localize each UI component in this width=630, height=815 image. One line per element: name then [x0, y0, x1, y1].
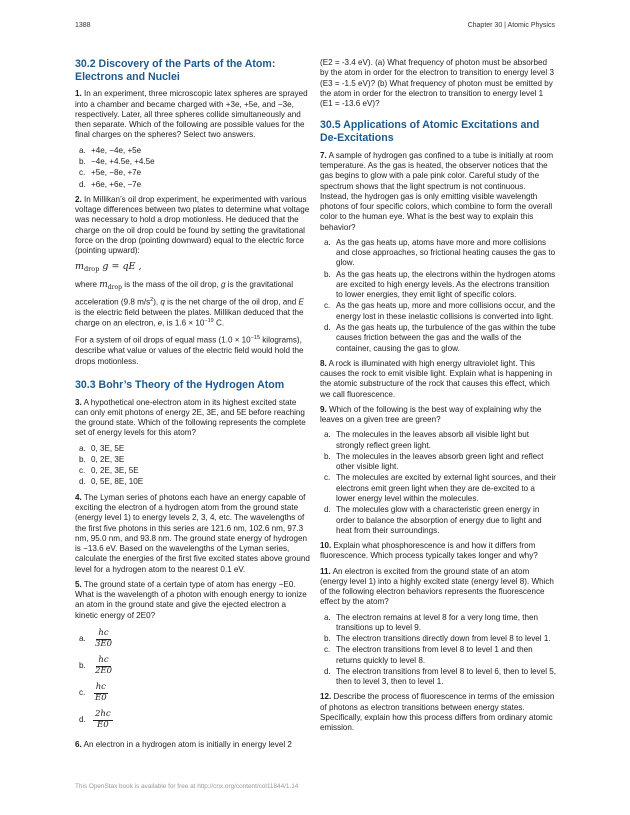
question-5 [75, 580, 311, 621]
fraction [93, 683, 109, 703]
question-1 [75, 89, 311, 140]
section-heading-30-3: 30.3 Bohr’s Theory of the Hydrogen Atom [75, 378, 285, 391]
option [75, 180, 311, 190]
option-letter: a. [79, 145, 86, 155]
option-text: The electron transitions directly down from level 8 to level 1. [336, 634, 551, 644]
option [320, 505, 556, 536]
option [320, 634, 556, 644]
question-text: Describe the process of fluorescence in terms of the emission of photons as electron transitions between energy states. Specifically, explain how this process differs from ordinary atomic emission. [320, 692, 555, 733]
option [75, 444, 311, 454]
numerator: hc [95, 682, 106, 693]
option [75, 626, 311, 653]
option [75, 157, 311, 167]
text: ), [153, 297, 161, 307]
question-3 [75, 398, 311, 439]
question-text: Explain what phosphorescence is and how it differs from fluorescence. Which process typically takes longer and why? [320, 541, 538, 561]
mass-subscript: drop [107, 283, 123, 291]
e-field-symbol: E [298, 297, 304, 307]
option [320, 238, 556, 269]
option-text: 0, 2E, 3E [91, 454, 125, 464]
option-letter: d. [324, 666, 331, 676]
question-number: 5. [75, 579, 82, 589]
text: is the electric field between the plates. Millikan deduced that the charge on an electron, [75, 308, 304, 329]
option-text: 0, 3E, 5E [91, 443, 125, 453]
question-text: An electron is excited from the ground state of an atom (energy level 1) into a highly excited state (energy level 8). Which of the following electron behaviors represents the fluorescence effect by the atom? [320, 566, 554, 607]
question-text: A sample of hydrogen gas confined to a tube is initially at room temperature. As the gas is heated, the observer notices that the gas begins to glow with a pale pink color. Careful study of the spectrum shows that the light spectrum is not continuous. Instead, the hydrogen gas is only emitting visible wavelength photons of four specific colors, which combine to form the overall color to the human eye. What is the best way to explain this behavior? [320, 150, 554, 232]
question-text: A rock is illuminated with high energy ultraviolet light. This causes the rock to emit visible light. Explain what is happening in the atomic substructure of the rock that causes this effect, which we call fluorescence. [320, 358, 553, 399]
where-text: where [75, 279, 98, 289]
option-text: The electron remains at level 8 for a very long time, then transitions up to level 9. [336, 612, 538, 632]
option-text: −4e, +4.5e, +4.5e [91, 157, 155, 166]
eq-subscript: drop [84, 265, 100, 274]
chapter-title: Chapter 30 | Atomic Physics [467, 22, 555, 29]
option-letter: a. [79, 634, 86, 644]
left-column [75, 58, 311, 755]
numerator: 2hc [95, 709, 111, 720]
option-text: +5e, −8e, +7e [91, 168, 142, 178]
question-number: 9. [320, 404, 327, 414]
option [320, 613, 556, 634]
option [75, 466, 311, 476]
option-text: 0, 2E, 3E, 5E [91, 466, 139, 476]
question-1-options [75, 146, 311, 190]
question-number: 2. [75, 194, 82, 204]
option-letter: b. [79, 661, 86, 671]
question-9 [320, 405, 556, 426]
denominator: E0 [97, 719, 109, 730]
question-number: 1. [75, 89, 82, 99]
option-letter: d. [79, 715, 86, 725]
exponent: −15 [250, 335, 261, 342]
option-letter: d. [79, 477, 86, 487]
option-letter: d. [79, 179, 86, 189]
option-letter: a. [324, 237, 331, 247]
option-text: 0, 5E, 8E, 10E [91, 477, 144, 487]
option-letter: b. [324, 269, 331, 279]
where-text: is the gravitational [227, 279, 294, 289]
denominator: E0 [95, 692, 107, 703]
text: acceleration (9.8 m/s [75, 297, 151, 307]
followup-text [75, 335, 311, 366]
question-text: In an experiment, three microscopic latex spheres are sprayed into a chamber and became charged with +3e, +5e, and −3e, respectively. Later, all three spheres collide simultaneously and then separate. Which of the following are possible values for the final charges on the spheres? Select two answers. [75, 89, 308, 140]
question-3-options [75, 444, 311, 488]
option [320, 430, 556, 451]
option-letter: c. [79, 466, 86, 476]
question-number: 12. [320, 692, 332, 702]
question-number: 4. [75, 492, 82, 502]
where-clause [75, 280, 311, 292]
option-letter: c. [324, 301, 331, 311]
option-letter: a. [324, 430, 331, 440]
question-text: In Millikan’s oil drop experiment, he experimented with various voltage differences between two plates to determine what voltage was necessary to hold a drop motionless. He deduced that the charge on the oil drop could be found by setting the gravitational force on the drop (pointing downward) equal to the electric force (pointing upward): [75, 194, 310, 256]
eq-mass: m [75, 261, 85, 273]
option [320, 473, 556, 504]
option [75, 707, 311, 734]
question-text: An electron in a hydrogen atom is initially in energy level 2 [83, 739, 292, 749]
question-text: (E2 = -3.4 eV). (a) What frequency of photon must be absorbed by the atom in order for the electron to transition to energy level 3 (E3 = -1.5 eV)? (b) What frequency of photon must be emitted by the atom in order for the electron to transition to energy level 1 (E1 = -13.6 eV)? [320, 58, 554, 109]
question-text: A hypothetical one-electron atom in its highest excited state can only emit photons of energy 2E, 3E, and 5E before reaching the ground state. Which of the following represents the complete set of energy levels for this atom? [75, 397, 306, 438]
question-number: 10. [320, 541, 332, 551]
question-5-options [75, 626, 311, 734]
option-letter: d. [324, 505, 331, 515]
question-text: Which of the following is the best way of explaining why the leaves on a given tree are green? [320, 404, 542, 425]
option-text: The molecules glow with a characteristic green energy in order to balance the absorption of energy due to light and heat from their surroundings. [336, 505, 542, 535]
option-letter: b. [324, 634, 331, 644]
option-letter: c. [79, 168, 86, 178]
denominator: 2E0 [95, 665, 113, 676]
option-text: +4e, −4e, +5e [91, 145, 142, 155]
text: , is 1.6 × 10 [162, 319, 205, 329]
question-number: 7. [320, 150, 327, 160]
option [75, 146, 311, 156]
numerator: hc [98, 628, 109, 639]
option-text: As the gas heats up, the electrons within the hydrogen atoms are excited to high energy levels. As the electrons transition to lower energies, they emit light of specific colors. [336, 269, 556, 300]
question-10 [320, 541, 556, 562]
question-11 [320, 567, 556, 608]
question-12 [320, 692, 556, 733]
exponent: −19 [204, 318, 214, 325]
option-letter: a. [324, 612, 331, 622]
option [320, 301, 556, 322]
page-number: 1388 [75, 22, 91, 29]
e-symbol: e [157, 319, 163, 329]
option [320, 452, 556, 473]
question-6-continued [320, 58, 556, 109]
option-text: The molecules in the leaves absorb all visible light but strongly reflect green light. [336, 430, 530, 450]
option-letter: d. [324, 322, 331, 332]
question-7-options [320, 238, 556, 354]
option [320, 270, 556, 301]
acceleration-text [75, 297, 311, 329]
mass-letter: m [99, 279, 108, 290]
question-number: 3. [75, 397, 82, 407]
option-letter: b. [79, 157, 86, 166]
option-letter: c. [79, 688, 86, 698]
option [320, 645, 556, 666]
question-number: 11. [320, 566, 331, 576]
question-9-options [320, 430, 556, 536]
option-text: As the gas heats up, the turbulence of the gas within the tube causes friction between the gas and the walls of the container, causing the gas to glow. [336, 322, 556, 353]
option-letter: c. [324, 473, 331, 483]
option-letter: b. [79, 454, 86, 464]
text: is the net charge of the oil drop, and [164, 297, 299, 307]
option-letter: a. [79, 443, 86, 453]
option [75, 680, 311, 707]
superscript: 2 [150, 297, 154, 304]
option [75, 455, 311, 465]
option-text: The molecules in the leaves absorb green light and reflect other visible light. [336, 451, 544, 472]
question-text: The Lyman series of photons each have an energy capable of exciting the electron of a hydrogen atom from the ground state (energy level 1) to energy levels 2, 3, 4, etc. The wavelengths of the first five photons in this series are 121.6 nm, 102.6 nm, 97.3 nm, 95.0 nm, and 93.8 nm. The ground state energy of hydrogen is −13.6 eV. Based on the wavelengths of the Lyman series, calculate the energies of the first five excited states above ground level for a hydrogen atom to the nearest 0.1 eV. [75, 492, 310, 574]
option [320, 667, 556, 688]
mass-symbol [99, 280, 122, 290]
option [75, 653, 311, 680]
fraction [93, 710, 113, 730]
g-symbol: g [221, 279, 226, 289]
question-11-options [320, 613, 556, 688]
question-4 [75, 493, 311, 575]
text: kilograms), describe what value or values of the electric field would hold the drops motionless. [75, 336, 304, 366]
option [75, 477, 311, 487]
question-number: 8. [320, 358, 327, 368]
option-text: As the gas heats up, more and more collisions occur, and the energy lost in these inelastic collisions is converted into light. [336, 301, 556, 321]
right-column [320, 58, 556, 739]
option-letter: c. [324, 645, 331, 655]
q-symbol: q [160, 297, 165, 307]
question-8 [320, 359, 556, 400]
millikan-equation [75, 261, 311, 273]
option-text: The electron transitions from level 8 to level 1 and then returns quickly to level 8. [336, 645, 533, 665]
fraction [93, 656, 114, 676]
option-text: +6e, +6e, −7e [91, 179, 142, 189]
option-text: As the gas heats up, atoms have more and more collisions and close approaches, so frictional heating causes the gas to glow. [336, 237, 556, 268]
numerator: hc [98, 655, 109, 666]
denominator: 3E0 [95, 638, 113, 649]
question-text: The ground state of a certain type of atom has energy −E0. What is the wavelength of a photon with enough energy to ionize an atom in the ground state and give the ejected electron a kinetic energy of 2E0? [75, 579, 307, 620]
option-text: The molecules are excited by external light sources, and their electrons emit green light when they are de-excited to a lower energy level within the molecules. [336, 473, 556, 503]
option [320, 323, 556, 354]
option-letter: b. [324, 451, 331, 461]
question-2 [75, 195, 311, 257]
question-number: 6. [75, 739, 82, 749]
fraction [93, 629, 114, 649]
option-text: The electron transitions from level 8 to level 6, then to level 5, then to level 3, then to level 1. [336, 666, 556, 687]
eq-rest: g = qE , [102, 261, 142, 273]
text: For a system of oil drops of equal mass (1.0 × 10 [75, 336, 251, 346]
question-7 [320, 151, 556, 233]
question-6-start [75, 740, 311, 750]
section-heading-30-5: 30.5 Applications of Atomic Excitations and De-Excitations [320, 119, 540, 145]
option [75, 168, 311, 178]
text: C. [213, 319, 225, 329]
where-text: is the mass of the oil drop, [124, 279, 219, 289]
section-heading-30-2: 30.2 Discovery of the Parts of the Atom: Electrons and Nuclei [75, 58, 276, 83]
page-footer: This OpenStax book is available for free at http://cnx.org/content/col11844/1.14 [75, 783, 299, 790]
